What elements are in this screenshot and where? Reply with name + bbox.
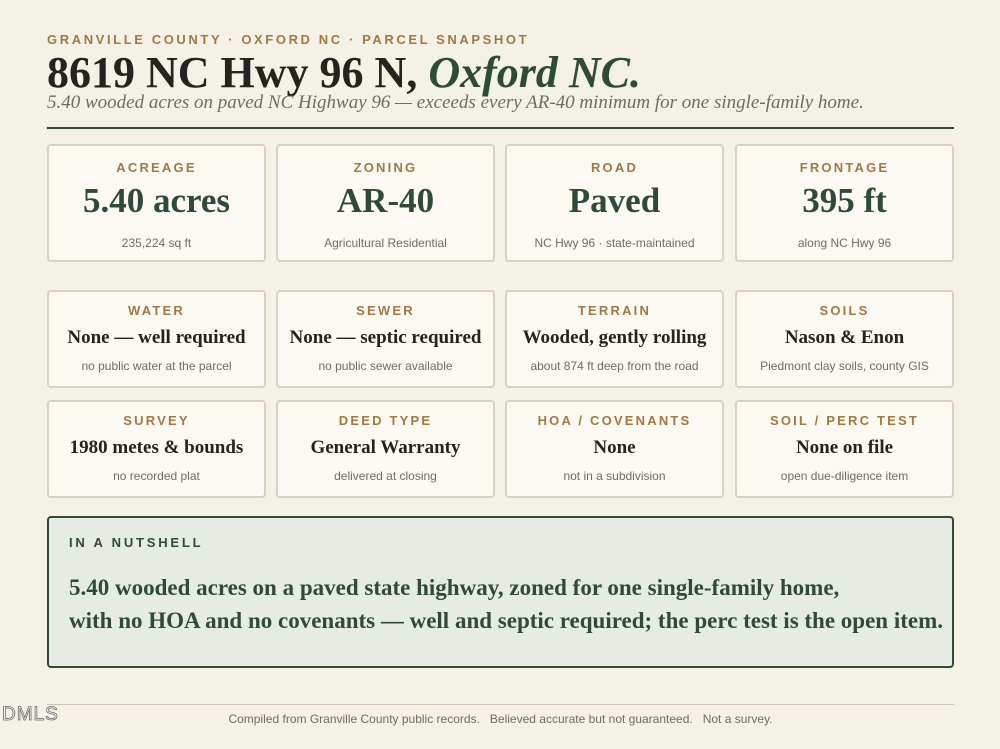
card-note: 235,224 sq ft bbox=[121, 236, 192, 250]
dmls-logo: DMLS bbox=[2, 704, 59, 725]
card-note: not in a subdivision bbox=[563, 469, 666, 483]
footer-divider bbox=[47, 704, 954, 705]
detail-card-soils bbox=[735, 290, 954, 388]
card-value: Nason & Enon bbox=[784, 327, 905, 348]
detail-card-terrain bbox=[505, 290, 724, 388]
detail-card-hoa-covenants bbox=[505, 400, 724, 498]
card-value: None on file bbox=[795, 437, 894, 458]
title-address: 8619 NC Hwy 96 N, bbox=[47, 48, 429, 97]
card-value: 5.40 acres bbox=[82, 181, 231, 220]
card-note: NC Hwy 96 · state-maintained bbox=[534, 236, 695, 250]
card-note: delivered at closing bbox=[334, 469, 437, 483]
detail-card-deed-type bbox=[276, 400, 495, 498]
nutshell-summary bbox=[69, 571, 943, 637]
detail-card-perc-test bbox=[735, 400, 954, 498]
nutshell-line-1: 5.40 wooded acres on a paved state highway, zoned for one single-family home, bbox=[69, 575, 840, 600]
card-value: Wooded, gently rolling bbox=[522, 327, 707, 348]
card-note: no public water at the parcel bbox=[81, 359, 232, 373]
card-note: no public sewer available bbox=[318, 359, 453, 373]
card-value: None — septic required bbox=[289, 327, 482, 348]
title-place: Oxford NC. bbox=[428, 48, 642, 97]
card-label: SOIL / PERC TEST bbox=[769, 413, 920, 428]
card-value: Paved bbox=[568, 181, 661, 220]
card-label: HOA / COVENANTS bbox=[537, 413, 692, 428]
card-label: ACREAGE bbox=[116, 160, 197, 175]
header-kicker: GRANVILLE COUNTY · OXFORD NC · PARCEL SNAPSHOT bbox=[47, 32, 530, 47]
card-label: SOILS bbox=[819, 303, 870, 318]
card-note: along NC Hwy 96 bbox=[797, 236, 892, 250]
header-divider bbox=[47, 127, 954, 129]
nutshell-line-2: with no HOA and no covenants — well and septic required; the perc test is the open item. bbox=[69, 608, 944, 633]
card-value: 1980 metes & bounds bbox=[69, 437, 244, 458]
card-note: about 874 ft deep from the road bbox=[530, 359, 699, 373]
card-note: open due-diligence item bbox=[780, 469, 909, 483]
fact-card-zoning bbox=[276, 144, 495, 262]
detail-card-sewer bbox=[276, 290, 495, 388]
card-value: None — well required bbox=[67, 327, 246, 348]
footer-disclaimer: Compiled from Granville County public records. Believed accurate but not guaranteed. Not a survey. bbox=[228, 712, 773, 726]
card-label: WATER bbox=[128, 303, 185, 318]
card-label: DEED TYPE bbox=[338, 413, 433, 428]
page-subtitle: 5.40 wooded acres on paved NC Highway 96 — exceeds every AR-40 minimum for one single-family home. bbox=[47, 92, 864, 113]
card-value: General Warranty bbox=[310, 437, 461, 458]
card-label: TERRAIN bbox=[577, 303, 652, 318]
card-label: SURVEY bbox=[123, 413, 190, 428]
card-value: 395 ft bbox=[802, 181, 887, 220]
nutshell-panel bbox=[47, 516, 954, 668]
fact-card-frontage bbox=[735, 144, 954, 262]
card-value: None bbox=[593, 437, 636, 458]
fact-card-acreage bbox=[47, 144, 266, 262]
card-label: ZONING bbox=[353, 160, 418, 175]
card-note: no recorded plat bbox=[113, 469, 200, 483]
card-label: SEWER bbox=[356, 303, 415, 318]
card-label: ROAD bbox=[590, 160, 639, 175]
detail-card-water bbox=[47, 290, 266, 388]
card-note: Piedmont clay soils, county GIS bbox=[760, 359, 929, 373]
detail-card-survey bbox=[47, 400, 266, 498]
nutshell-label: IN A NUTSHELL bbox=[69, 535, 204, 550]
card-note: Agricultural Residential bbox=[324, 236, 447, 250]
card-label: FRONTAGE bbox=[799, 160, 890, 175]
card-value: AR-40 bbox=[336, 181, 435, 220]
fact-card-road bbox=[505, 144, 724, 262]
parcel-snapshot-page bbox=[47, 0, 954, 749]
